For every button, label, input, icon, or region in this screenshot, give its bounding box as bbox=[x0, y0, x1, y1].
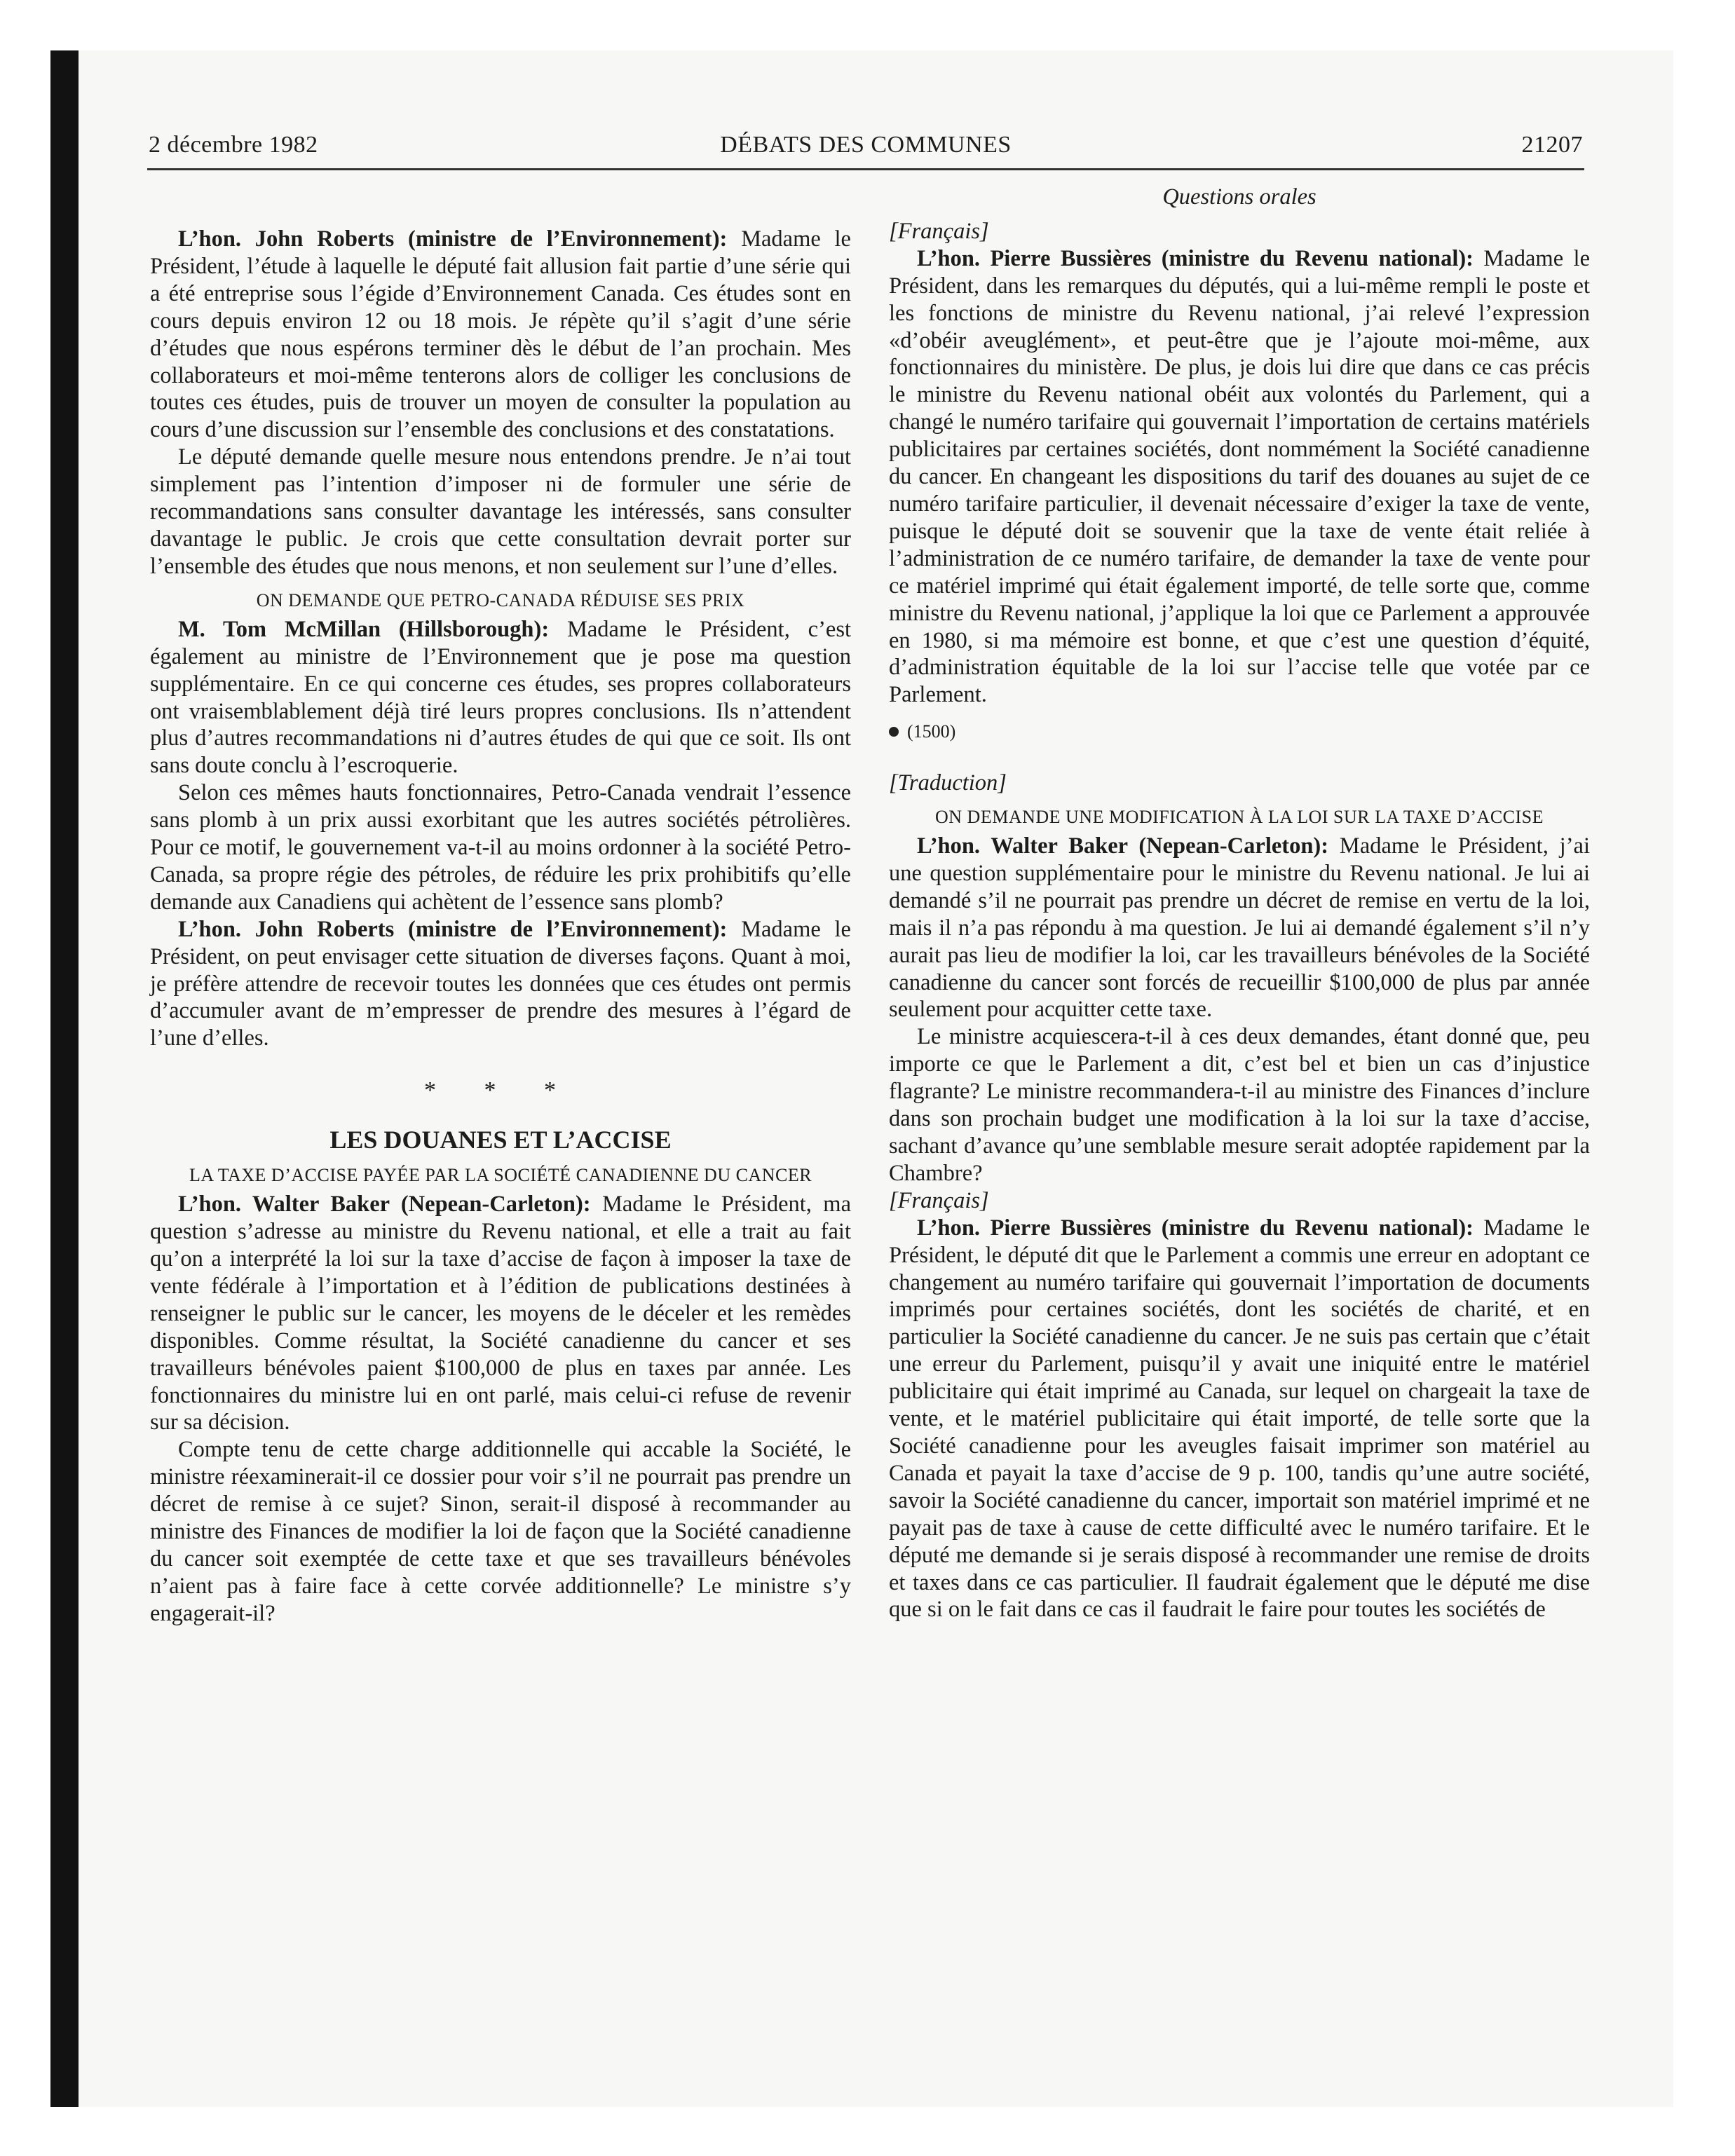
paragraph bbox=[889, 833, 1590, 1023]
time-marker bbox=[889, 718, 1590, 746]
paragraph-text: Madame le Président, l’étude à laquelle le député fait allusion fait partie d’une série qui a été entreprise sous l’égide d’Environnement Canada. Ces études sont en cours depuis environ 12 ou 18 mois. Je répète qu’il s’agit d’une série d’études que nous espérons terminer dès le début de l’an prochain. Mes collaborateurs et moi-même tenterons alors de colliger les conclusions de toutes ces études, puis de trouver un moyen de consulter la population au cours d’une discussion sur l’ensemble des conclusions et des constatations. bbox=[150, 226, 851, 443]
right-column bbox=[889, 184, 1590, 1623]
paragraph: Compte tenu de cette charge additionnelle qui accable la Société, le ministre réexaminerait-il ce dossier pour voir s’il ne pourrait pas prendre un décret de remise à ce sujet? Sinon, serait-il disposé à recommander au ministre des Finances de modifier la loi de façon que la Société canadienne du cancer soit exemptée de cette taxe et que ses travailleurs bénévoles n’aient pas à faire face à cette corvée additionnelle? Le ministre s’y engagerait-il? bbox=[150, 1437, 851, 1626]
paragraph bbox=[150, 916, 851, 1053]
language-tag: [Français] bbox=[889, 1187, 989, 1213]
paragraph: Selon ces mêmes hauts fonctionnaires, Petro-Canada vendrait l’essence sans plomb à un prix aussi exorbitant que les autres sociétés pétrolières. Pour ce motif, le gouvernement va-t-il au moins ordonner à la société Petro-Canada, sa propre régie des pétroles, de réduire les prix prohibitifs qu’elle demande aux Canadiens qui achètent de l’essence sans plomb? bbox=[150, 780, 851, 915]
header-date: 2 décembre 1982 bbox=[149, 132, 318, 158]
paragraph bbox=[889, 245, 1590, 709]
section-title: LES DOUANES ET L’ACCISE bbox=[329, 1126, 672, 1154]
speaker: L’hon. Pierre Bussières (ministre du Revenu national): bbox=[917, 1215, 1474, 1241]
paragraph bbox=[889, 1215, 1590, 1624]
paragraph-text: Madame le Président, c’est également au ministre de l’Environnement que je pose ma question supplémentaire. En ce qui concerne ces études, ses propres collaborateurs ont vraisemblablement déjà tiré leurs propres conclusions. Ils n’attendent plus d’autres recommandations ni d’autres études de qui que ce soit. Ils ont sans doute conclu à l’escroquerie. bbox=[150, 616, 851, 779]
paragraph-text: Madame le Président, ma question s’adresse au ministre du Revenu national, et elle a trait au fait qu’on a interprété la loi sur la taxe d’accise de façon à imposer la taxe de vente fédérale à l’importation et à l’édition de publications destinées à renseigner le public sur le cancer, les moyens de le déceler et les remèdes disponibles. Comme résultat, la Société canadienne du cancer et ses travailleurs bénévoles paient $100,000 de plus en taxes par année. Les fonctionnaires du ministre lui en ont parlé, mais celui-ci refuse de revenir sur sa décision. bbox=[150, 1192, 851, 1435]
paragraph-text: Madame le Président, dans les remarques du députés, qui a lui-même rempli le poste et les fonctions de ministre du Revenu national, j’ai relevé l’expression «d’obéir aveuglément», et peut-être que je l’ajoute moi-même, aux fonctionnaires du ministère. De plus, je dois lui dire que dans ce cas précis le ministre du Revenu national obéit aux volontés du Parlement, qui a changé le numéro tarifaire qui gouvernait l’importation de certains matériels publicitaires par certaines sociétés, dont nommément la Société canadienne du cancer. En changeant les dispositions du tarif des douanes au sujet de ce numéro tarifaire particulier, il devenait nécessaire d’exiger la taxe de vente, puisque le député doit se souvenir que la taxe de vente était reliée à l’administration de ce numéro tarifaire, de demander la taxe de vente pour ce matériel imprimé qui était également importé, de telle sorte que, comme ministre du Revenu national, j’applique la loi que ce Parlement a approuvée en 1980, si ma mémoire est bonne, et que c’est une question d’équité, d’administration équitable de la loi sur l’accise telle que votée par ce Parlement. bbox=[889, 245, 1590, 708]
paragraph bbox=[150, 226, 851, 444]
language-tag: [Traduction] bbox=[889, 770, 1007, 796]
language-tag: [Français] bbox=[889, 218, 989, 244]
speaker: L’hon. Walter Baker (Nepean-Carleton): bbox=[917, 833, 1329, 859]
paragraph bbox=[150, 616, 851, 779]
paragraph-text: Madame le Président, j’ai une question supplémentaire pour le ministre du Revenu national. Je lui ai demandé s’il ne pourrait pas prendre un décret de remise en vertu de la loi, mais il n’a pas répondu à ma question. Je lui ai demandé également s’il n’y aurait pas lieu de modifier la loi, car les travailleurs bénévoles de la Société canadienne du cancer sont forcés de recueillir $100,000 de plus par année seulement pour acquitter cette taxe. bbox=[889, 833, 1590, 1023]
speaker: L’hon. John Roberts (ministre de l’Environnement): bbox=[178, 226, 728, 252]
speaker: L’hon. Walter Baker (Nepean-Carleton): bbox=[178, 1192, 591, 1217]
paragraph-text: Madame le Président, on peut envisager cette situation de diverses façons. Quant à moi, je préfère attendre de recevoir toutes les données que ces études ont permis d’accumuler avant de m’empresser de prendre des mesures à l’égard de l’une d’elles. bbox=[150, 916, 851, 1051]
paragraph-text: Madame le Président, le député dit que le Parlement a commis une erreur en adoptant ce changement au numéro tarifaire qui gouvernait l’importation de documents imprimés pour certaines sociétés, dont les sociétés de charité, et en particulier la Société canadienne du cancer. Je ne suis pas certain que c’était une erreur du Parlement, puisqu’il y avait une iniquité entre le matériel publicitaire qui était imprimé au Canada, sur lequel on chargeait la taxe de vente, et le matériel publicitaire qui était importé, de telle sorte que la Société canadienne pour les aveugles faisait imprimer son matériel au Canada et payait la taxe d’accise de 9 p. 100, tandis qu’une autre société, savoir la Société canadienne du cancer, importait son matériel imprimé et ne payait pas de taxe à cause de cette difficulté avec le numéro tarifaire. Et le député me demande si je serais disposé à recommander une remise de droits et taxes dans ce cas particulier. Il faudrait également que le député me dise que si on le fait dans ce cas il faudrait le faire pour toutes les sociétés de bbox=[889, 1215, 1590, 1623]
bullet-icon bbox=[889, 727, 899, 737]
time-marker-text: (1500) bbox=[907, 721, 956, 742]
page-header bbox=[147, 132, 1584, 170]
subheading: ON DEMANDE QUE PETRO-CANADA RÉDUISE SES PRIX bbox=[256, 589, 745, 610]
paragraph bbox=[150, 1191, 851, 1436]
speaker: M. Tom McMillan (Hillsborough): bbox=[178, 616, 550, 642]
speaker: L’hon. John Roberts (ministre de l’Environnement): bbox=[178, 916, 728, 942]
header-page-number: 21207 bbox=[1521, 132, 1583, 158]
speaker: L’hon. Pierre Bussières (ministre du Revenu national): bbox=[917, 245, 1474, 271]
paragraph: Le député demande quelle mesure nous entendons prendre. Je n’ai tout simplement pas l’intention d’imposer ni de formuler une série de recommandations sans consulter davantage les intéressés, sans consulter davantage le public. Je crois que cette consultation devrait porter sur l’ensemble des études que nous menons, et non seulement sur l’une d’elles. bbox=[150, 444, 851, 579]
scan-edge bbox=[50, 50, 79, 2107]
running-head: Questions orales bbox=[1162, 184, 1316, 210]
paragraph: Le ministre acquiescera-t-il à ces deux demandes, étant donné que, peu importe ce que le Parlement a dit, c’est bel et bien un cas d’injustice flagrante? Le ministre recommandera-t-il au ministre des Finances d’inclure dans son prochain budget une modification à la loi sur la taxe d’accise, sachant d’avance qu’une semblable mesure serait adoptée rapidement par la Chambre? bbox=[889, 1024, 1590, 1186]
left-column bbox=[150, 226, 851, 1628]
section-separator: * * * bbox=[424, 1077, 577, 1104]
header-title: DÉBATS DES COMMUNES bbox=[720, 132, 1012, 158]
subheading: LA TAXE D’ACCISE PAYÉE PAR LA SOCIÉTÉ CANADIENNE DU CANCER bbox=[189, 1165, 812, 1186]
subheading: ON DEMANDE UNE MODIFICATION À LA LOI SUR LA TAXE D’ACCISE bbox=[934, 807, 1544, 828]
